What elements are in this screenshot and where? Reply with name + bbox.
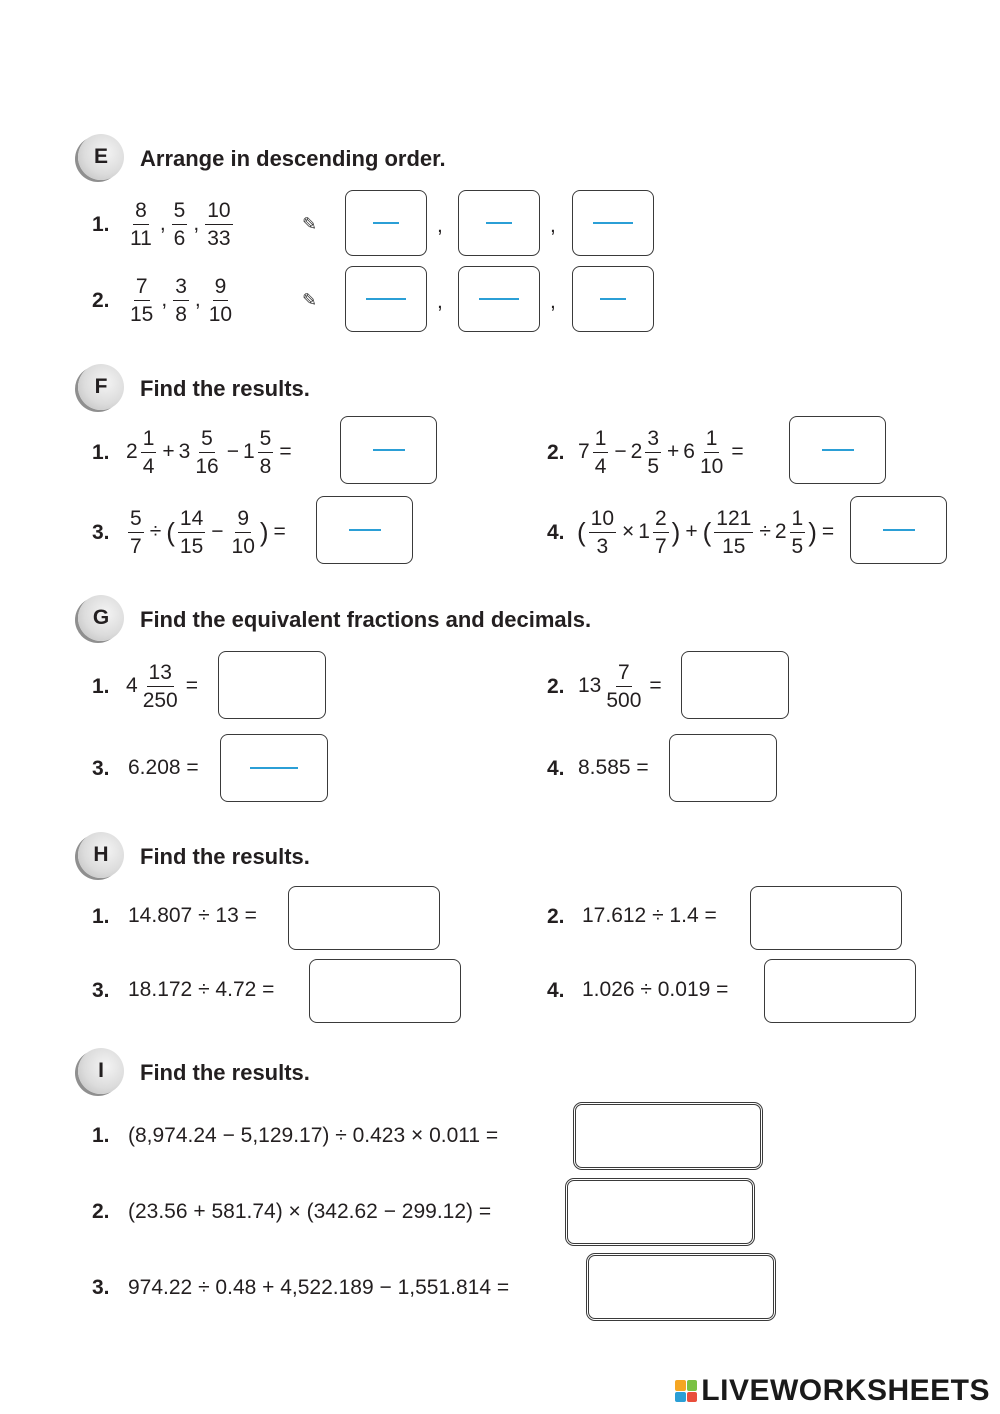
g-q4-expression: 8.585 = <box>578 756 649 779</box>
logo-mark-icon <box>675 1380 697 1402</box>
h-q2-expression: 17.612 ÷ 1.4 = <box>582 904 717 927</box>
h-q3-number: 3. <box>92 979 110 1002</box>
separator: , <box>437 290 443 313</box>
section-h-badge: H <box>78 832 124 878</box>
g-q1-number: 1. <box>92 675 110 698</box>
f-q4-number: 4. <box>547 521 565 544</box>
h-q1-answer[interactable] <box>288 886 440 950</box>
e-q1-number: 1. <box>92 213 110 236</box>
i-q2-expression: (23.56 + 581.74) × (342.62 − 299.12) = <box>128 1200 492 1223</box>
h-q4-expression: 1.026 ÷ 0.019 = <box>582 978 729 1001</box>
separator: , <box>550 214 556 237</box>
i-q3-expression: 974.22 ÷ 0.48 + 4,522.189 − 1,551.814 = <box>128 1276 510 1299</box>
fraction: $\frac{10}{33}$ <box>207 198 231 250</box>
h-q1-expression: 14.807 ÷ 13 = <box>128 904 257 927</box>
section-e-badge: E <box>78 134 124 180</box>
g-q1-answer[interactable] <box>218 651 326 719</box>
f-q1-answer[interactable] <box>340 416 437 484</box>
separator: , <box>437 214 443 237</box>
f-q2-number: 2. <box>547 441 565 464</box>
f-q4-expression: ( $\frac{10}{3}$ × 1 $\frac{2}{7}$ ) + ( $\frac{121}{15}$ ÷ 2 $\frac{1}{5}$ ) = <box>577 506 835 558</box>
g-q1-expression: 4 $\frac{13}{250}$ = <box>126 660 198 712</box>
g-q4-number: 4. <box>547 757 565 780</box>
e-q2-answer-1[interactable] <box>345 266 427 332</box>
e-q1-answer-3[interactable] <box>572 190 654 256</box>
logo-text: LIVEWORKSHEETS <box>701 1374 990 1407</box>
g-q3-expression: 6.208 = <box>128 756 199 779</box>
g-q2-answer[interactable] <box>681 651 789 719</box>
f-q3-answer[interactable] <box>316 496 413 564</box>
e-q2-number: 2. <box>92 289 110 312</box>
section-i-title: Find the results. <box>140 1060 310 1085</box>
i-q2-answer[interactable] <box>565 1178 755 1246</box>
fraction: $\frac{8}{11}$ <box>130 198 152 250</box>
f-q3-number: 3. <box>92 521 110 544</box>
pencil-icon: ✎ <box>302 290 318 310</box>
g-q4-answer[interactable] <box>669 734 777 802</box>
f-q3-expression: $\frac{5}{7}$ ÷ ( $\frac{14}{15}$ − $\frac{9}{10}$ ) = <box>130 506 286 558</box>
i-q1-answer[interactable] <box>573 1102 763 1170</box>
f-q4-answer[interactable] <box>850 496 947 564</box>
fraction: $\frac{3}{8}$ <box>175 274 187 326</box>
e-q2-answer-2[interactable] <box>458 266 540 332</box>
h-q4-answer[interactable] <box>764 959 916 1023</box>
h-q3-expression: 18.172 ÷ 4.72 = <box>128 978 275 1001</box>
section-f-title: Find the results. <box>140 376 310 401</box>
f-q2-answer[interactable] <box>789 416 886 484</box>
f-q2-expression: 7 $\frac{1}{4}$ − 2 $\frac{3}{5}$ + 6 $\frac{1}{10}$ = <box>578 426 744 478</box>
fraction: $\frac{7}{15}$ <box>130 274 154 326</box>
i-q2-number: 2. <box>92 1200 110 1223</box>
h-q4-number: 4. <box>547 979 565 1002</box>
i-q1-number: 1. <box>92 1124 110 1147</box>
section-f-badge: F <box>78 364 124 410</box>
fraction: $\frac{5}{6}$ <box>173 198 186 250</box>
g-q3-number: 3. <box>92 757 110 780</box>
h-q2-number: 2. <box>547 905 565 928</box>
e-q1-answer-2[interactable] <box>458 190 540 256</box>
h-q1-number: 1. <box>92 905 110 928</box>
section-e-title: Arrange in descending order. <box>140 146 446 171</box>
h-q2-answer[interactable] <box>750 886 902 950</box>
section-h-title: Find the results. <box>140 844 310 869</box>
section-g-title: Find the equivalent fractions and decimals. <box>140 607 592 632</box>
i-q3-answer[interactable] <box>586 1253 776 1321</box>
g-q2-number: 2. <box>547 675 565 698</box>
e-q2-expression: $\frac{7}{15}$ , $\frac{3}{8}$ , $\frac{9}{10}$ <box>130 274 233 326</box>
e-q1-answer-1[interactable] <box>345 190 427 256</box>
i-q3-number: 3. <box>92 1276 110 1299</box>
section-g-badge: G <box>78 595 124 641</box>
section-i-badge: I <box>78 1048 124 1094</box>
g-q3-answer[interactable] <box>220 734 328 802</box>
e-q1-expression: $\frac{8}{11}$ , $\frac{5}{6}$ , $\frac{10}{33}$ <box>130 198 231 250</box>
fraction: $\frac{9}{10}$ <box>208 274 233 326</box>
h-q3-answer[interactable] <box>309 959 461 1023</box>
f-q1-number: 1. <box>92 441 110 464</box>
i-q1-expression: (8,974.24 − 5,129.17) ÷ 0.423 × 0.011 = <box>128 1124 499 1147</box>
liveworksheets-logo <box>675 1374 990 1408</box>
separator: , <box>550 290 556 313</box>
g-q2-expression: 13 $\frac{7}{500}$ = <box>578 660 662 712</box>
e-q2-answer-3[interactable] <box>572 266 654 332</box>
f-q1-expression: 2 $\frac{1}{4}$ + 3 $\frac{5}{16}$ − 1 $\frac{5}{8}$ = <box>126 426 292 478</box>
pencil-icon: ✎ <box>302 214 318 234</box>
